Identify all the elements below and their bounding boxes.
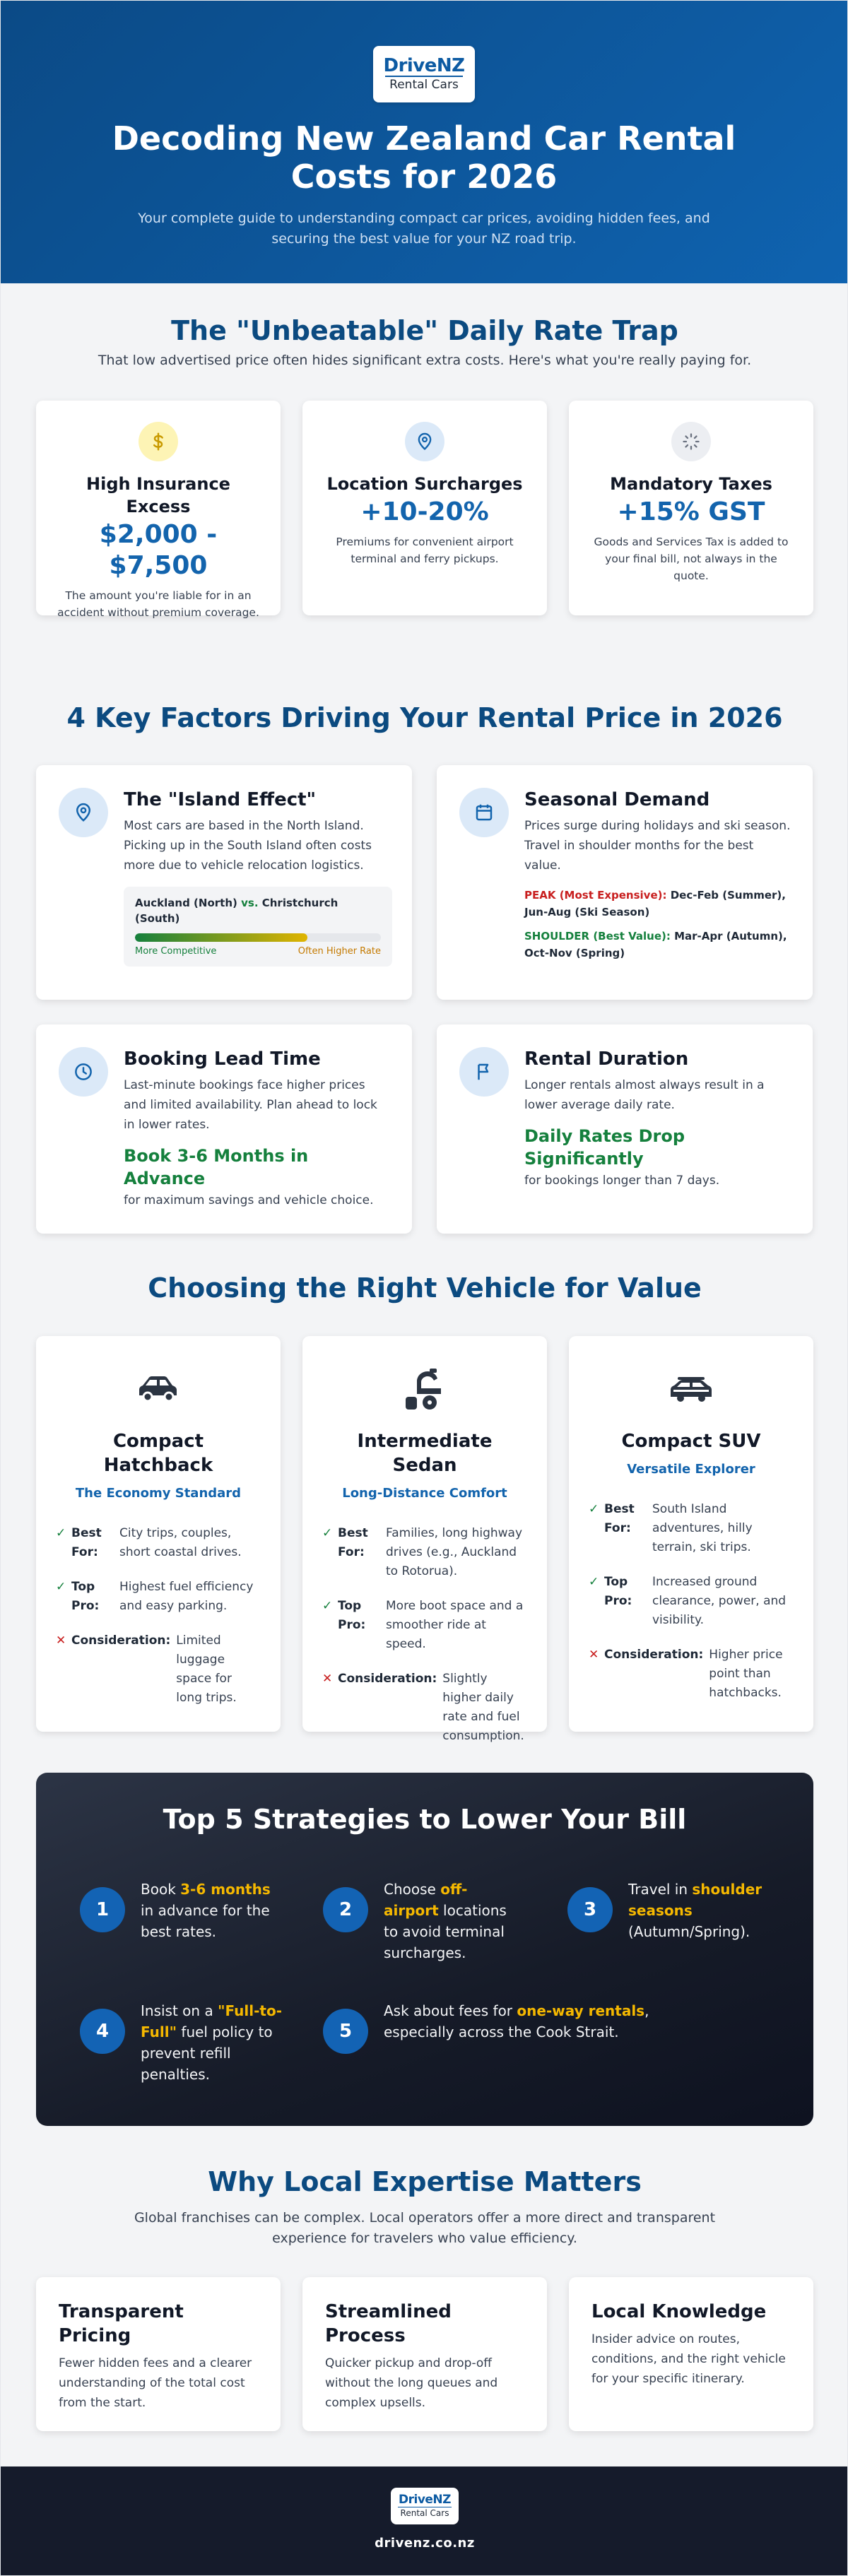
factor-highlight-note: for maximum savings and vehicle choice. <box>124 1193 374 1207</box>
best-for-label: Best For: <box>338 1526 368 1559</box>
factor-text: Prices surge during holidays and ski season. Travel in shoulder months for the best value. <box>524 819 791 873</box>
island-effect-card <box>36 765 412 1000</box>
legend-left: More Competitive <box>135 946 217 957</box>
strategy-item <box>80 2000 285 2085</box>
factor-highlight: Book 3-6 Months in Advance <box>124 1146 309 1188</box>
card-heading: Mandatory Taxes <box>610 474 772 494</box>
strategies-title: Top 5 Strategies to Lower Your Bill <box>163 1804 687 1835</box>
vehicle-choice-title: Choosing the Right Vehicle for Value <box>148 1272 702 1304</box>
page-footer <box>1 2466 848 2576</box>
peak-season <box>524 887 791 921</box>
top-pro-value: Increased ground clearance, power, and visibility. <box>652 1575 787 1627</box>
check-icon: ✓ <box>56 1526 66 1540</box>
vehicle-choice-section <box>1 1244 848 1767</box>
strategy-number: 1 <box>80 1887 125 1932</box>
island-comparison-box <box>124 887 392 967</box>
strategy-highlight: 3-6 months <box>180 1881 271 1898</box>
top-pro-row <box>322 1597 527 1654</box>
key-factors-title: 4 Key Factors Driving Your Rental Price in 2026 <box>66 702 783 733</box>
check-icon: ✓ <box>589 1502 599 1516</box>
top-pro-value: Highest fuel efficiency and easy parking. <box>119 1580 254 1613</box>
sedan-luggage-icon <box>322 1364 527 1414</box>
suv-card <box>569 1336 813 1732</box>
factor-heading: Rental Duration <box>524 1048 689 1070</box>
card-figure: +15% GST <box>617 497 765 526</box>
check-icon: ✓ <box>589 1575 599 1589</box>
shoulder-label: SHOULDER (Best Value): <box>524 930 671 943</box>
benefit-text: Insider advice on routes, conditions, and the right vehicle for your specific itinerary. <box>591 2332 786 2386</box>
dollar-icon <box>139 422 178 461</box>
vehicle-name: Intermediate Sedan <box>357 1431 493 1476</box>
strategy-number: 2 <box>323 1887 368 1932</box>
strategy-highlight: shoulder seasons <box>628 1881 762 1919</box>
card-text: Premiums for convenient airport terminal and ferry pickups. <box>336 536 514 565</box>
top-pro-value: More boot space and a smoother ride at speed. <box>386 1599 524 1651</box>
strategy-text-pre: Travel in <box>628 1881 693 1898</box>
consideration-label: Consideration: <box>604 1648 704 1662</box>
card-heading: Location Surcharges <box>326 474 523 494</box>
peak-value: Dec-Feb (Summer), Jun-Aug (Ski Season) <box>524 889 786 918</box>
benefit-text: Quicker pickup and drop-off without the long queues and complex upsells. <box>325 2356 498 2410</box>
page-title: Decoding New Zealand Car Rental Costs for 2026 <box>112 119 736 196</box>
strategy-text-post: in advance for the best rates. <box>141 1902 270 1940</box>
local-expertise-section <box>1 2127 848 2466</box>
location-surcharge-card <box>302 401 547 615</box>
top-pro-label: Top Pro: <box>71 1580 100 1613</box>
price-comparison-bar-fill <box>135 933 307 942</box>
vehicle-tagline: Long-Distance Comfort <box>342 1486 507 1501</box>
strategy-highlight: "Full-to-Full" <box>141 2002 282 2040</box>
strategy-text-post: , especially across the Cook Strait. <box>384 2002 649 2040</box>
streamlined-process-card <box>302 2277 547 2431</box>
vehicle-name: Compact SUV <box>621 1431 761 1452</box>
consideration-row <box>56 1631 261 1708</box>
rate-trap-subtitle: That low advertised price often hides significant extra costs. Here's what you're really paying for. <box>98 353 752 368</box>
mandatory-taxes-card <box>569 401 813 615</box>
seasonal-demand-card <box>437 765 813 1000</box>
hatchback-car-icon <box>56 1364 261 1414</box>
page-subtitle: Your complete guide to understanding compact car prices, avoiding hidden fees, and securing the best value for your NZ road trip. <box>138 211 710 247</box>
benefit-text: Fewer hidden fees and a clearer understanding of the total cost from the start. <box>59 2356 252 2410</box>
vehicle-tagline: The Economy Standard <box>75 1486 242 1501</box>
brand-logo[interactable] <box>373 46 475 102</box>
flag-icon <box>459 1047 509 1097</box>
factor-heading: Seasonal Demand <box>524 789 710 810</box>
compare-north: Auckland (North) <box>135 897 237 909</box>
logo-sub-text: Rental Cars <box>398 2507 452 2519</box>
best-for-label: Best For: <box>71 1526 102 1559</box>
logo-sub-text: Rental Cars <box>385 76 463 93</box>
consideration-label: Consideration: <box>338 1672 437 1686</box>
compare-south: Christchurch (South) <box>135 897 338 925</box>
top-pro-label: Top Pro: <box>604 1575 632 1608</box>
peak-label: PEAK (Most Expensive): <box>524 889 667 902</box>
consideration-value: Slightly higher daily rate and fuel consumption. <box>442 1672 524 1743</box>
strategy-item <box>323 2000 719 2054</box>
rental-duration-card <box>437 1024 813 1234</box>
key-factors-section <box>1 679 848 1244</box>
best-for-row <box>56 1524 261 1562</box>
check-icon: ✓ <box>322 1599 333 1613</box>
cross-icon: ✕ <box>589 1648 599 1662</box>
strategy-text-post: locations to avoid terminal surcharges. <box>384 1902 507 1961</box>
card-heading: High Insurance Excess <box>86 474 230 516</box>
vehicle-tagline: Versatile Explorer <box>627 1462 755 1477</box>
strategy-text <box>141 1879 285 1942</box>
calendar-icon <box>459 788 509 837</box>
best-for-label: Best For: <box>604 1502 635 1535</box>
factor-text: Last-minute bookings face higher prices and limited availability. Plan ahead to lock in lower rates. <box>124 1078 377 1132</box>
card-text: The amount you're liable for in an accident without premium coverage. <box>57 589 259 619</box>
benefit-heading: Transparent Pricing <box>59 2301 184 2346</box>
local-expertise-title: Why Local Expertise Matters <box>208 2166 642 2197</box>
strategy-highlight: one-way rentals <box>517 2002 645 2019</box>
card-text: Goods and Services Tax is added to your final bill, not always in the quote. <box>594 536 789 582</box>
strategy-text <box>141 2000 285 2085</box>
bar-legend <box>135 946 381 957</box>
hero-header <box>1 1 847 283</box>
booking-lead-time-card <box>36 1024 412 1234</box>
insurance-excess-card <box>36 401 281 619</box>
strategy-text-post: (Autumn/Spring). <box>628 1923 750 1940</box>
strategy-highlight: off-airport <box>384 1881 468 1919</box>
best-for-value: City trips, couples, short coastal drives. <box>119 1526 242 1559</box>
factor-highlight-note: for bookings longer than 7 days. <box>524 1174 720 1188</box>
strategy-text-pre: Choose <box>384 1881 441 1898</box>
comparison-title <box>135 895 381 926</box>
factor-text: Longer rentals almost always result in a lower average daily rate. <box>524 1078 765 1112</box>
vehicle-name: Compact Hatchback <box>103 1431 213 1476</box>
best-for-value: South Island adventures, hilly terrain, ski trips. <box>652 1502 753 1554</box>
strategy-text-pre: Book <box>141 1881 181 1898</box>
strategy-text-pre: Insist on a <box>141 2002 218 2019</box>
sedan-card <box>302 1336 547 1743</box>
rate-trap-section <box>1 283 848 679</box>
strategy-text <box>628 1879 772 1942</box>
location-pin-icon <box>405 422 444 461</box>
transparent-pricing-card <box>36 2277 281 2431</box>
factor-heading: Booking Lead Time <box>124 1048 321 1070</box>
location-pin-icon <box>59 788 108 837</box>
benefit-heading: Streamlined Process <box>325 2301 452 2346</box>
rate-trap-title: The "Unbeatable" Daily Rate Trap <box>171 315 678 346</box>
top-pro-row <box>589 1573 794 1630</box>
loading-spinner-icon <box>671 422 711 461</box>
card-figure: $2,000 - $7,500 <box>99 520 218 580</box>
footer-logo[interactable] <box>391 2488 459 2524</box>
best-for-row <box>589 1500 794 1557</box>
consideration-label: Consideration: <box>71 1633 171 1648</box>
top-pro-label: Top Pro: <box>338 1599 366 1632</box>
strategies-section <box>36 1773 813 2126</box>
local-knowledge-card <box>569 2277 813 2431</box>
check-icon: ✓ <box>322 1526 333 1540</box>
hatchback-card <box>36 1336 281 1732</box>
consideration-row <box>589 1646 794 1703</box>
check-icon: ✓ <box>56 1580 66 1594</box>
strategy-number: 4 <box>80 2009 125 2054</box>
strategy-item <box>323 1879 521 1963</box>
benefit-heading: Local Knowledge <box>591 2301 767 2322</box>
best-for-value: Families, long highway drives (e.g., Auckland to Rotorua). <box>386 1526 523 1578</box>
compare-vs: vs. <box>241 897 259 909</box>
best-for-row <box>322 1524 527 1581</box>
strategy-text <box>384 1879 521 1963</box>
factor-heading: The "Island Effect" <box>124 789 317 810</box>
clock-icon <box>59 1047 108 1097</box>
shoulder-season <box>524 928 791 962</box>
card-figure: +10-20% <box>360 497 489 526</box>
consideration-row <box>322 1670 527 1746</box>
strategy-number: 5 <box>323 2009 368 2054</box>
strategy-text <box>384 2000 719 2054</box>
cross-icon: ✕ <box>56 1633 66 1648</box>
legend-right: Often Higher Rate <box>298 946 381 957</box>
shoulder-value: Mar-Apr (Autumn), Oct-Nov (Spring) <box>524 930 787 959</box>
local-expertise-subtitle: Global franchises can be complex. Local operators offer a more direct and transparent experience for travelers who value efficiency. <box>134 2210 716 2246</box>
strategy-text-post: fuel policy to prevent refill penalties. <box>141 2023 273 2083</box>
strategy-item <box>567 1879 772 1942</box>
factor-highlight: Daily Rates Drop Significantly <box>524 1126 685 1169</box>
strategy-number: 3 <box>567 1887 613 1932</box>
top-pro-row <box>56 1578 261 1616</box>
suv-car-icon <box>589 1364 794 1414</box>
price-comparison-bar <box>135 933 381 942</box>
website-link[interactable]: drivenz.co.nz <box>375 2536 475 2551</box>
strategy-item <box>80 1879 285 1942</box>
consideration-value: Higher price point than hatchbacks. <box>709 1648 783 1700</box>
logo-main-text: DriveNZ <box>383 55 465 76</box>
consideration-value: Limited luggage space for long trips. <box>176 1633 237 1705</box>
factor-text: Most cars are based in the North Island. Picking up in the South Island often costs more due to vehicle relocation logistics. <box>124 819 372 873</box>
logo-main-text: DriveNZ <box>399 2493 451 2507</box>
cross-icon: ✕ <box>322 1672 333 1686</box>
strategy-text-pre: Ask about fees for <box>384 2002 517 2019</box>
